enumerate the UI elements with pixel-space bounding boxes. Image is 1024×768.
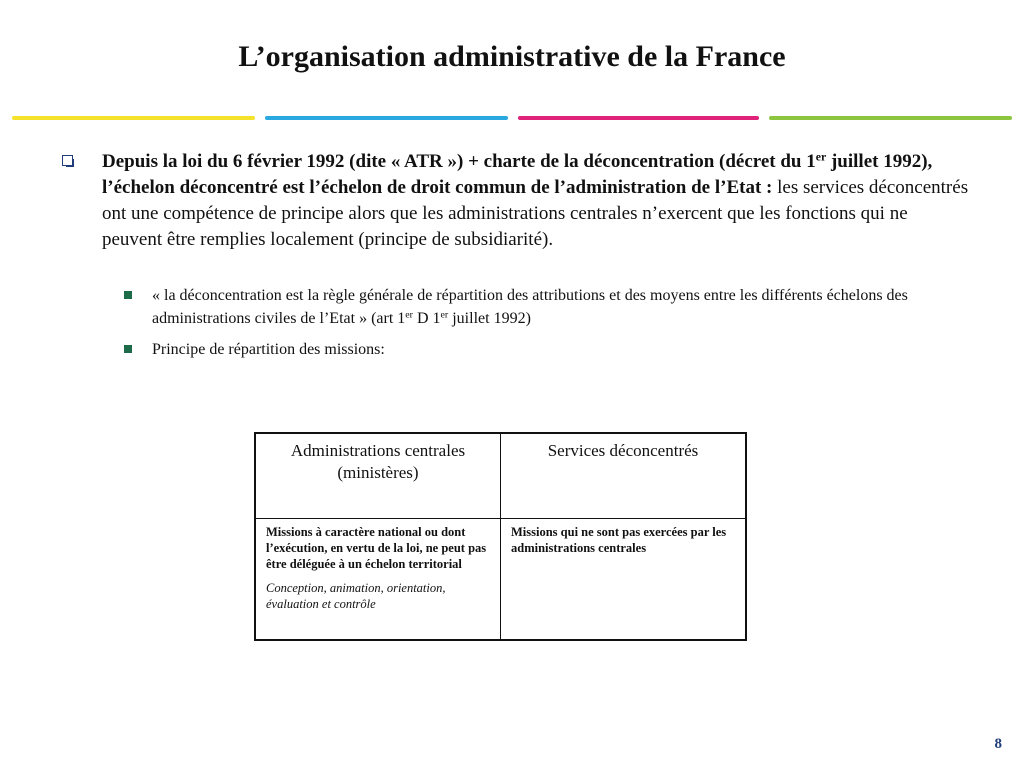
- main-point: [62, 149, 972, 253]
- table-header-row: [255, 433, 746, 519]
- missions-table: [254, 432, 747, 641]
- cell-services-deconcentres: [501, 519, 747, 641]
- header-services-deconcentres: Services déconcentrés: [501, 433, 747, 519]
- sub-point-principe: [124, 338, 974, 361]
- missions-deconcentrees-text: Missions qui ne sont pas exercées par les administrations centrales: [511, 525, 727, 555]
- header-administrations-centrales: Administrations centrales (ministères): [255, 433, 501, 519]
- yellow-bar: [12, 116, 255, 120]
- table-row: [255, 519, 746, 641]
- green-bar: [769, 116, 1012, 120]
- page-number: 8: [994, 736, 1002, 752]
- checkbox-bullet-icon: [62, 155, 73, 166]
- slide-title: L’organisation administrative de la France: [238, 40, 786, 73]
- square-bullet-icon: [124, 291, 132, 299]
- sub-point-text: [152, 284, 974, 330]
- sub-point-quote: [124, 284, 974, 330]
- square-bullet-icon: [124, 345, 132, 353]
- sub-text-part3: juillet 1992): [448, 310, 531, 327]
- main-point-text: [102, 149, 972, 253]
- sub-text-part1: « la déconcentration est la règle générale de répartition des attributions et des moyens entre les différents échelons des administrations civiles de l’Etat » (art 1: [152, 287, 908, 327]
- main-point-bold-1: Depuis la loi du 6 février 1992 (dite « ATR ») + charte de la déconcentration (décret du 1: [102, 151, 816, 172]
- main-point-sup: er: [815, 150, 827, 164]
- main-point-normal: les services déconcentrés ont une compétence de principe alors que les administrations centrales n’exercent que les fonctions qui ne peuvent être remplies localement (principe de subsidiarité).: [102, 177, 969, 250]
- sub-sup1: er: [405, 309, 413, 321]
- color-divider: [12, 116, 1012, 121]
- missions-centrales-text: Missions à caractère national ou dont l’exécution, en vertu de la loi, ne peut pas être déléguée à un échelon territorial: [266, 525, 487, 571]
- sub-point-text: Principe de répartition des missions:: [152, 341, 385, 358]
- sub-text-part2: D 1: [412, 310, 441, 327]
- main-point-bold-2: juillet 1992), l’échelon déconcentré est l’échelon de droit commun de l’administration de l’Etat :: [102, 151, 933, 198]
- missions-centrales-note: Conception, animation, orientation, évaluation et contrôle: [266, 581, 446, 611]
- sub-sup2: er: [440, 309, 449, 321]
- pink-bar: [518, 116, 759, 120]
- blue-bar: [265, 116, 508, 120]
- cell-administrations-centrales: [255, 519, 501, 641]
